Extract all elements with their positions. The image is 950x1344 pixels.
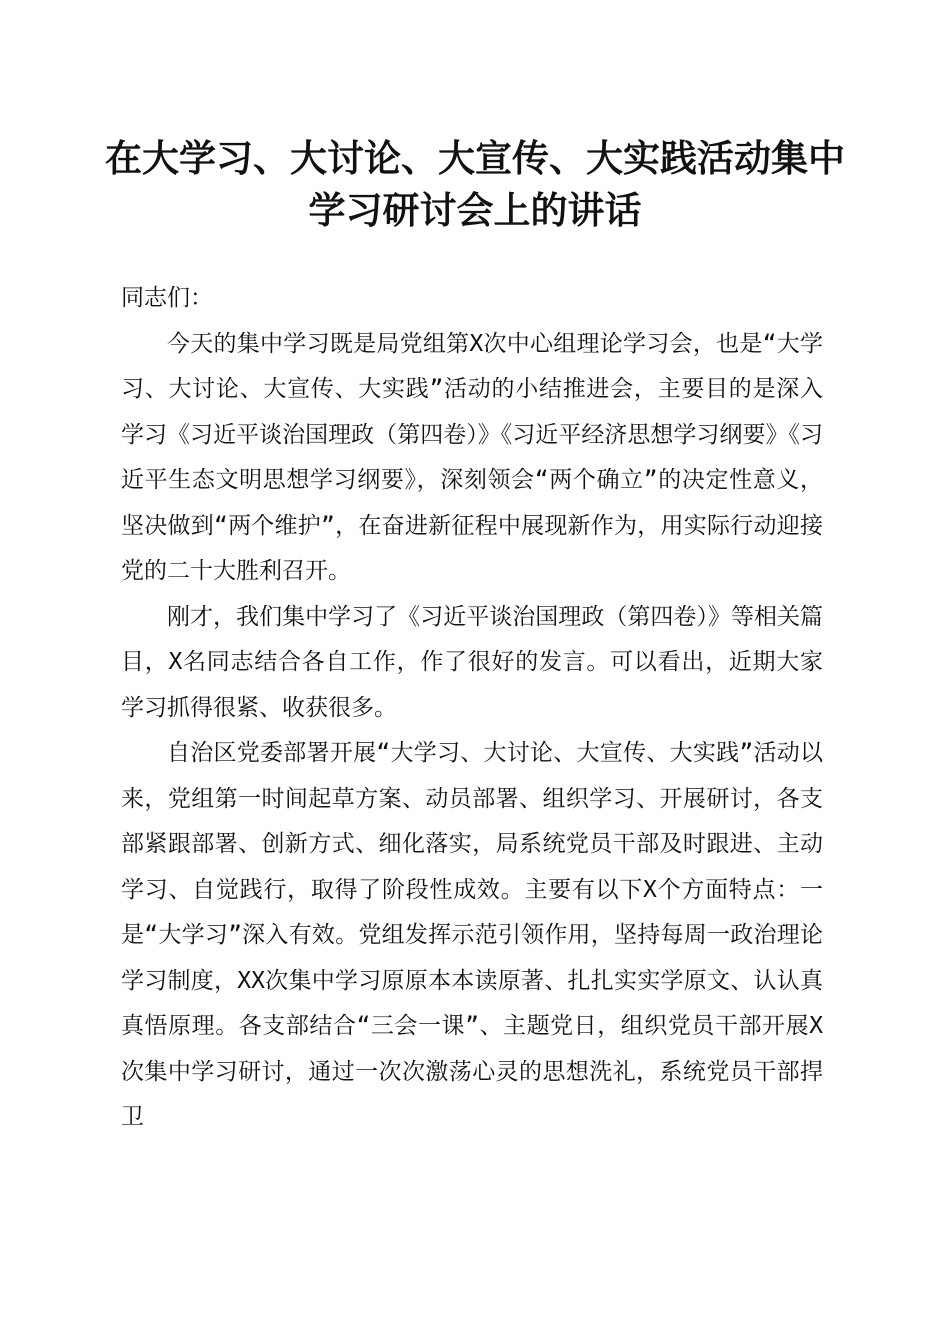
paragraph-1: 今天的集中学习既是局党组第X次中心组理论学习会，也是“大学习、大讨论、大宣传、大实践”活动的小结推进会，主要目的是深入学习《习近平谈治国理政（第四卷）》《习近平经济思想学习纲要》《习近平生态文明思想学习纲要》，深刻领会“两个确立”的决定性意义，坚决做到“两个维护”，在奋进新征程中展现新作为，用实际行动迎接党的二十大胜利召开。 <box>121 330 823 584</box>
paragraph-3: 自治区党委部署开展“大学习、大讨论、大宣传、大实践”活动以来，党组第一时间起草方案、动员部署、组织学习、开展研讨，各支部紧跟部署、创新方式、细化落实，局系统党员干部及时跟进、主动学习、自觉践行，取得了阶段性成效。主要有以下X个方面特点：一是“大学习”深入有效。党组发挥示范引领作用，坚持每周一政治理论学习制度，XX次集中学习原原本本读原著、扎扎实实学原文、认认真真悟原理。各支部结合“三会一课”、主题党日，组织党员干部开展X次集中学习研讨，通过一次次激荡心灵的思想洗礼，系统党员干部捍卫 <box>121 740 823 1130</box>
salutation: 同志们： <box>121 285 213 311</box>
title-line-1: 在大学习、大讨论、大宣传、大实践活动集中 <box>105 136 845 180</box>
document-body <box>121 276 823 1141</box>
document-title <box>100 132 850 236</box>
paragraph-2: 刚才，我们集中学习了《习近平谈治国理政（第四卷）》等相关篇目，X名同志结合各自工作，作了很好的发言。可以看出，近期大家学习抓得很紧、收获很多。 <box>121 603 823 721</box>
title-line-2: 学习研讨会上的讲话 <box>308 188 642 232</box>
